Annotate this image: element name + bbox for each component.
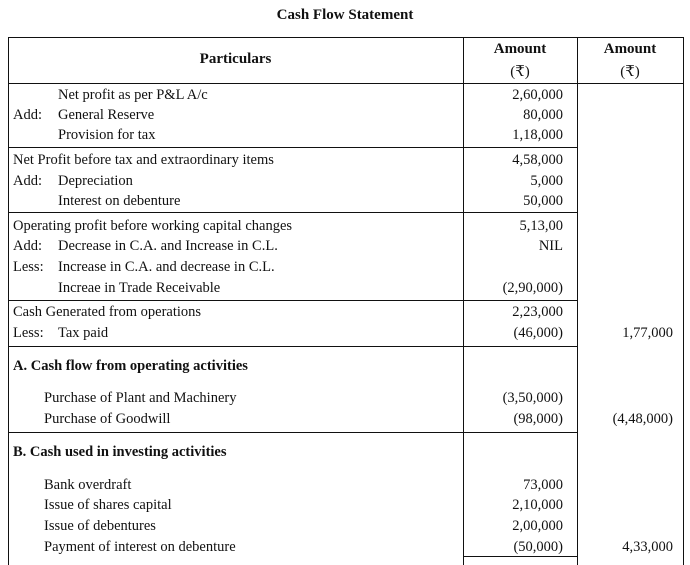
row-label: Purchase of Goodwill — [44, 411, 171, 427]
subtotal-line — [463, 432, 577, 433]
row-amount: 2,23,000 — [512, 304, 563, 320]
row-total: 1,77,000 — [622, 325, 673, 341]
row-label: Net Profit before tax and extraordinary items — [13, 152, 274, 168]
row-amount: 2,00,000 — [512, 518, 563, 534]
row-prefix: Add: — [13, 107, 42, 123]
row-label: Interest on debenture — [58, 193, 181, 209]
table-left-border — [8, 37, 9, 565]
row-label: Tax paid — [58, 325, 109, 341]
header-bottom-border — [8, 83, 683, 84]
row-label: Issue of debentures — [44, 518, 156, 534]
row-prefix: Add: — [13, 238, 42, 254]
row-label: Decrease in C.A. and Increase in C.L. — [58, 238, 278, 254]
row-label: Provision for tax — [58, 127, 156, 143]
row-amount: (50,000) — [513, 539, 563, 555]
header-amount-2: Amount — [603, 41, 657, 57]
row-prefix: Less: — [13, 259, 44, 275]
section-separator — [8, 212, 463, 213]
subtotal-line — [463, 212, 577, 213]
subtotal-line — [463, 556, 577, 557]
row-total: 4,33,000 — [622, 539, 673, 555]
row-amount: (2,90,000) — [502, 280, 563, 296]
row-amount: 4,58,000 — [512, 152, 563, 168]
section-separator — [8, 346, 463, 347]
row-label: Net profit as per P&L A/c — [58, 87, 208, 103]
row-prefix: Less: — [13, 325, 44, 341]
row-amount: NIL — [538, 238, 563, 254]
row-amount: 80,000 — [523, 107, 563, 123]
page-title: Cash Flow Statement — [276, 7, 414, 23]
row-total: (4,48,000) — [612, 411, 673, 427]
section-separator — [8, 432, 463, 433]
section-a-heading: A. Cash flow from operating activities — [13, 358, 248, 374]
row-label: Bank overdraft — [44, 477, 132, 493]
row-amount: 2,10,000 — [512, 497, 563, 513]
row-amount: 50,000 — [523, 193, 563, 209]
table-top-border — [8, 37, 683, 38]
header-unit-1: (₹) — [510, 64, 530, 80]
row-amount: 5,13,00 — [519, 218, 563, 234]
section-separator — [8, 300, 463, 301]
row-label: Increae in Trade Receivable — [58, 280, 221, 296]
row-amount: 5,000 — [530, 173, 563, 189]
row-amount: 1,18,000 — [512, 127, 563, 143]
row-amount: (46,000) — [513, 325, 563, 341]
row-label: Purchase of Plant and Machinery — [44, 390, 237, 406]
row-label: Depreciation — [58, 173, 133, 189]
column-divider-2 — [577, 37, 578, 565]
header-unit-2: (₹) — [620, 64, 640, 80]
subtotal-line — [463, 147, 577, 148]
table-right-border — [683, 37, 684, 565]
row-amount: 2,60,000 — [512, 87, 563, 103]
section-b-heading: B. Cash used in investing activities — [13, 444, 227, 460]
row-label: Operating profit before working capital changes — [13, 218, 293, 234]
row-prefix: Add: — [13, 173, 42, 189]
row-amount: (3,50,000) — [502, 390, 563, 406]
header-amount-1: Amount — [493, 41, 547, 57]
row-amount: 73,000 — [523, 477, 563, 493]
row-label: Payment of interest on debenture — [44, 539, 236, 555]
header-particulars: Particulars — [199, 51, 272, 67]
row-label: Issue of shares capital — [44, 497, 172, 513]
row-amount: (98,000) — [513, 411, 563, 427]
row-label: Cash Generated from operations — [13, 304, 202, 320]
subtotal-line — [463, 346, 577, 347]
subtotal-line — [463, 300, 577, 301]
section-separator — [8, 147, 463, 148]
row-label: Increase in C.A. and decrease in C.L. — [58, 259, 275, 275]
row-label: General Reserve — [58, 107, 155, 123]
